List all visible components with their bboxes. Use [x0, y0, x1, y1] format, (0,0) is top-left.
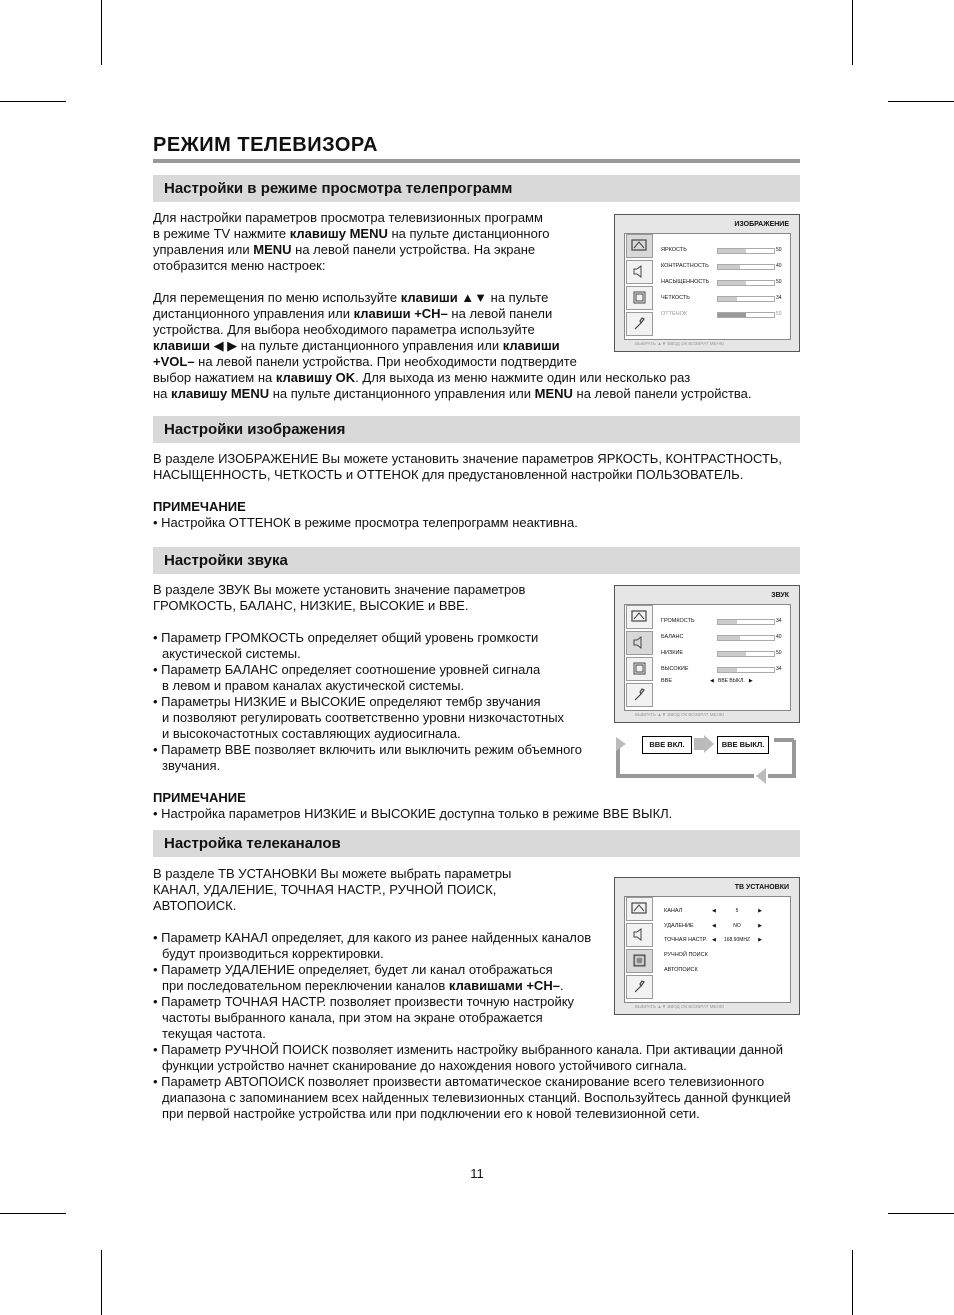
osd-title: ЗВУК [771, 592, 789, 599]
osd-level-value: 50 [776, 247, 782, 253]
bbe-flow-diagram [608, 732, 802, 786]
note-heading: ПРИМЕЧАНИЕ [153, 790, 246, 805]
crop-mark [0, 1213, 66, 1214]
osd-level-value: 40 [776, 263, 782, 269]
osd-row-delete: УДАЛЕНИЕ [664, 923, 694, 929]
bbe-on-box: BBE ВКЛ. [642, 736, 692, 754]
osd-level-bar [717, 667, 775, 673]
delete-selector: ◀ NO ▶ [712, 923, 762, 929]
osd-level-bar [717, 635, 775, 641]
osd-row-label: ВЫСОКИЕ [661, 666, 689, 672]
osd-title: ИЗОБРАЖЕНИЕ [734, 221, 789, 228]
channel-selector: ◀ 5 ▶ [712, 908, 762, 914]
crop-mark [852, 0, 853, 65]
osd-row-label: БАЛАНС [661, 634, 684, 640]
note-heading: ПРИМЕЧАНИЕ [153, 499, 246, 514]
osd-row-fine-tune: ТОЧНАЯ НАСТР. [664, 937, 707, 943]
osd-sound-menu [614, 585, 800, 723]
osd-level-bar [717, 312, 775, 318]
osd-level-bar [717, 651, 775, 657]
channels-text-wide: • Параметр РУЧНОЙ ПОИСК позволяет изменить настройку выбранного канала. При активации данной функции устройство начнет сканирование до нахождения нового устойчивого сигнала. • Параметр АВТОПОИСК позволяет произвести автоматическое сканирование всего телевизионного диапазона с запоминанием всех найденных телевизионных станций. Воспользуйтесь данной функцией при первой настройке устройства или при подключении его к новой телевизионной сети. [153, 1042, 813, 1122]
section-heading-channels: Настройка телеканалов [153, 830, 800, 857]
view-text-wide: выбор нажатием на клавишу OK. Для выхода из меню нажмите один или несколько раз на клавишу MENU на пульте дистанционного управления или MENU на левой панели устройства. [153, 370, 752, 401]
osd-level-bar [717, 248, 775, 254]
osd-footer: ВЫБРАТЬ ▲▼ ВВОД ОК ВОЗВРАТ МЕНЮ [635, 341, 725, 346]
osd-level-value: 40 [776, 634, 782, 640]
osd-row-label: ГРОМКОСТЬ [661, 618, 695, 624]
tv-setup-icon [626, 949, 653, 973]
crop-mark [101, 1250, 102, 1315]
osd-row-label: ЯРКОСТЬ [661, 247, 687, 253]
osd-footer: ВЫБРАТЬ ▲▼ ВВОД ОК ВОЗВРАТ МЕНЮ [635, 1004, 725, 1009]
osd-level-value: 34 [776, 618, 782, 624]
crop-mark [888, 1213, 954, 1214]
fine-tune-selector: ◀ 168.90MHZ ▶ [712, 937, 762, 943]
bbe-selector: ◀ BBE ВЫКЛ. ▶ [710, 678, 753, 684]
tv-setup-icon [626, 657, 653, 681]
speaker-icon [626, 923, 653, 947]
crop-mark [101, 0, 102, 65]
osd-footer: ВЫБРАТЬ ▲▼ ВВОД ОК ВОЗВРАТ МЕНЮ [635, 712, 725, 717]
section-heading-picture: Настройки изображения [153, 416, 800, 443]
osd-level-bar [717, 280, 775, 286]
wrench-icon [626, 312, 653, 336]
sound-note: ПРИМЕЧАНИЕ • Настройка параметров НИЗКИЕ и ВЫСОКИЕ доступна только в режиме BBE ВЫКЛ. [153, 790, 800, 822]
picture-text: В разделе ИЗОБРАЖЕНИЕ Вы можете установить значение параметров ЯРКОСТЬ, КОНТРАСТНОСТЬ, НАСЫЩЕННОСТЬ, ЧЕТКОСТЬ и ОТТЕНОК для предустановленной настройки ПОЛЬЗОВАТЕЛЬ. ПРИМЕЧАНИЕ • Настройка ОТТЕНОК в режиме просмотра телепрограмм неактивна. [153, 451, 813, 531]
tv-picture-icon [626, 234, 653, 258]
page-number: 11 [470, 1166, 484, 1181]
osd-level-value: 50 [776, 650, 782, 656]
osd-row-label: НИЗКИЕ [661, 650, 684, 656]
osd-row-label: ЧЕТКОСТЬ [661, 295, 690, 301]
osd-tv-menu [614, 877, 800, 1015]
tv-setup-icon [626, 286, 653, 310]
osd-title: ТВ УСТАНОВКИ [734, 884, 789, 891]
view-text: Для настройки параметров просмотра телевизионных программ в режиме TV нажмите клавишу MENU на пульте дистанционного управления или MENU на левой панели устройства. На экране отобразится меню настроек: Для перемещения по меню используйте клавиши ▲▼ на пульте дистанционного управления или клавиши +CH– на левой панели устройства. Для выбора необходимого параметра используйте клавиши ◀ ▶ на пульте дистанционного управления или клавиши +VOL– на левой панели устройства. При необходимости подтвердите [153, 210, 577, 369]
osd-row-channel: КАНАЛ [664, 908, 683, 914]
osd-level-value: 34 [776, 666, 782, 672]
section-heading-sound: Настройки звука [153, 547, 800, 574]
tv-picture-icon [626, 897, 653, 921]
osd-level-value: 50 [776, 279, 782, 285]
crop-mark [888, 101, 954, 102]
osd-row-auto-search: АВТОПОИСК [664, 967, 698, 973]
bbe-off-box: BBE ВЫКЛ. [717, 736, 769, 754]
channels-text: В разделе ТВ УСТАНОВКИ Вы можете выбрать параметры КАНАЛ, УДАЛЕНИЕ, ТОЧНАЯ НАСТР., РУЧНОЙ ПОИСК, АВТОПОИСК. • Параметр КАНАЛ определяет, для какого из ранее найденных каналов будут производиться корректировки. • Параметр УДАЛЕНИЕ определяет, будет ли канал отображаться при последовательном переключении каналов клавишами +CH–. • Параметр ТОЧНАЯ НАСТР. позволяет произвести точную настройку частоты выбранного канала, при этом на экране отображается текущая частота. [153, 866, 613, 1042]
osd-level-value: 50 [776, 311, 782, 317]
osd-level-bar [717, 264, 775, 270]
crop-mark [852, 1250, 853, 1315]
osd-row-bbe: BBE [661, 678, 673, 684]
crop-mark [0, 101, 66, 102]
sound-text: В разделе ЗВУК Вы можете установить значение параметров ГРОМКОСТЬ, БАЛАНС, НИЗКИЕ, ВЫСОКИЕ и BBE. • Параметр ГРОМКОСТЬ определяет общий уровень громкости акустической системы. • Параметр БАЛАНС определяет соотношение уровней сигнала в левом и правом каналах акустической системы. • Параметры НИЗКИЕ и ВЫСОКИЕ определяют тембр звучания и позволяют регулировать соответственно уровни низкочастотных и высокочастотных составляющих аудиосигнала. • Параметр BBE позволяет включить или выключить режим объемного звучания. [153, 582, 613, 790]
speaker-icon [626, 631, 653, 655]
osd-picture-menu [614, 214, 800, 352]
osd-row-manual-search: РУЧНОЙ ПОИСК [664, 952, 708, 958]
section-heading-view: Настройки в режиме просмотра телепрограмм [153, 175, 800, 202]
page-title: РЕЖИМ ТЕЛЕВИЗОРА [153, 134, 378, 156]
osd-level-value: 34 [776, 295, 782, 301]
tv-picture-icon [626, 605, 653, 629]
title-rule [153, 159, 800, 163]
osd-level-bar [717, 296, 775, 302]
osd-row-label: КОНТРАСТНОСТЬ [661, 263, 709, 269]
wrench-icon [626, 683, 653, 707]
osd-level-bar [717, 619, 775, 625]
osd-row-label: НАСЫЩЕННОСТЬ [661, 279, 710, 285]
speaker-icon [626, 260, 653, 284]
osd-row-label: ОТТЕНОК [661, 311, 688, 317]
wrench-icon [626, 975, 653, 999]
